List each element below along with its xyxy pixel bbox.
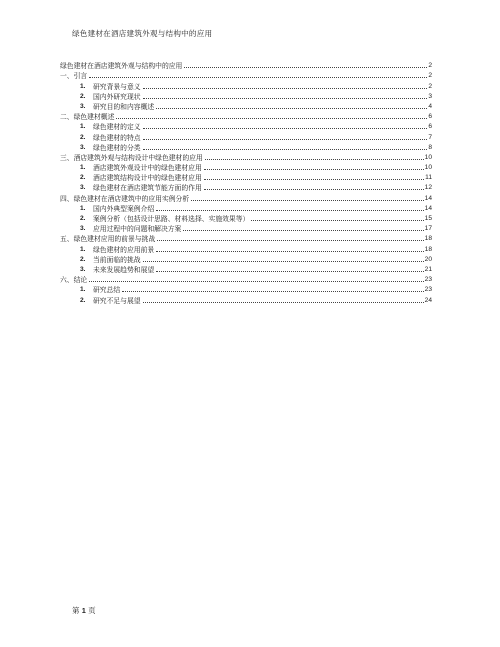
toc-entry[interactable] — [60, 131, 432, 141]
toc-entry-page: 20 — [424, 255, 432, 263]
toc-entry-title: 绿色建材的分类 — [93, 143, 141, 152]
toc-dot-leader — [156, 270, 423, 272]
toc-entry-number: 3. — [80, 143, 86, 151]
toc-entry-page: 6 — [428, 123, 432, 131]
toc-entry-title: 案例分析（包括设计思路、材料选择、实施效果等） — [93, 215, 250, 223]
toc-entry-title: 五、绿色建材应用的前景与挑战 — [60, 235, 156, 244]
toc-entry[interactable] — [60, 243, 432, 253]
toc-entry-title: 绿色建材的定义 — [93, 123, 141, 132]
toc-entry[interactable] — [60, 223, 432, 233]
toc-entry-number: 2. — [80, 92, 86, 100]
toc-entry-number: 3. — [80, 184, 86, 192]
toc-dot-leader — [143, 301, 424, 303]
toc-entry[interactable] — [60, 274, 432, 284]
toc-entry[interactable] — [60, 142, 432, 152]
toc-entry-page: 17 — [424, 225, 432, 233]
toc-entry-number: 3. — [80, 265, 86, 273]
toc-entry-title: 绿色建材的应用前景 — [93, 245, 155, 254]
toc-entry-title: 当前面临的挑战 — [93, 255, 141, 264]
toc-entry-title: 一、引言 — [60, 72, 88, 81]
page-footer — [72, 605, 96, 616]
footer-prefix: 第 — [72, 606, 80, 615]
toc-dot-leader — [143, 148, 428, 150]
toc-entry-page: 10 — [424, 164, 432, 172]
toc-entry-page: 14 — [424, 194, 432, 202]
toc-entry-title: 绿色建材的特点 — [93, 133, 141, 142]
toc-entry[interactable] — [60, 152, 432, 162]
toc-entry-title: 未来发展趋势和展望 — [93, 265, 155, 274]
toc-entry[interactable] — [60, 264, 432, 274]
toc-entry-title: 三、酒店建筑外观与结构设计中绿色建材的应用 — [60, 153, 203, 162]
toc-dot-leader — [143, 260, 424, 262]
toc-entry-page: 23 — [424, 286, 432, 294]
toc-entry-page: 7 — [428, 133, 432, 141]
toc-entry[interactable] — [60, 294, 432, 304]
toc-dot-leader — [89, 76, 427, 78]
toc-entry-title: 酒店建筑结构设计中的绿色建材应用 — [93, 174, 202, 183]
toc-entry-page: 14 — [424, 204, 432, 212]
toc-entry-page: 18 — [424, 235, 432, 243]
toc-entry-number: 2. — [80, 133, 86, 141]
toc-dot-leader — [157, 239, 424, 241]
toc-entry-number: 1. — [80, 286, 86, 294]
toc-entry-number: 1. — [80, 164, 86, 172]
toc-entry-number: 1. — [80, 82, 86, 90]
toc-entry-page: 4 — [428, 102, 432, 110]
toc-entry-page: 12 — [424, 184, 432, 192]
toc-entry-page: 10 — [424, 153, 432, 161]
table-of-contents — [60, 60, 432, 305]
toc-dot-leader — [143, 138, 428, 140]
toc-entry-page: 6 — [428, 113, 432, 121]
toc-dot-leader — [204, 178, 424, 180]
toc-entry[interactable] — [60, 213, 432, 223]
toc-entry-title: 酒店建筑外观设计中的绿色建材应用 — [93, 164, 202, 173]
toc-dot-leader — [143, 87, 428, 89]
toc-entry-title: 二、绿色建材概述 — [60, 113, 115, 122]
toc-entry-title: 国内外典型案例介绍 — [93, 204, 155, 213]
toc-dot-leader — [89, 280, 423, 282]
toc-entry-page: 21 — [424, 265, 432, 273]
toc-entry[interactable] — [60, 254, 432, 264]
toc-entry[interactable] — [60, 233, 432, 243]
toc-entry-title: 六、结论 — [60, 276, 88, 285]
page-number: 1 — [81, 606, 86, 615]
toc-entry-title: 绿色建材在酒店建筑节能方面的作用 — [93, 184, 202, 193]
toc-entry-title: 研究不足与展望 — [93, 296, 141, 305]
toc-entry[interactable] — [60, 60, 432, 70]
toc-entry-title: 应用过程中的问题和解决方案 — [93, 225, 182, 234]
toc-entry-page: 3 — [428, 92, 432, 100]
toc-entry-page: 23 — [424, 276, 432, 284]
toc-entry-number: 2. — [80, 296, 86, 304]
toc-entry[interactable] — [60, 203, 432, 213]
toc-entry-title: 研究背景与意义 — [93, 82, 141, 91]
toc-entry[interactable] — [60, 284, 432, 294]
toc-dot-leader — [204, 168, 424, 170]
toc-entry-page: 8 — [428, 143, 432, 151]
toc-entry[interactable] — [60, 70, 432, 80]
toc-dot-leader — [143, 97, 428, 99]
toc-dot-leader — [251, 219, 423, 221]
toc-entry-page: 18 — [424, 245, 432, 253]
toc-entry-number: 3. — [80, 102, 86, 110]
toc-dot-leader — [156, 250, 423, 252]
toc-entry-title: 研究总结 — [93, 286, 121, 295]
toc-entry[interactable] — [60, 192, 432, 202]
toc-entry[interactable] — [60, 162, 432, 172]
toc-dot-leader — [122, 290, 423, 292]
toc-entry-page: 2 — [428, 62, 432, 70]
toc-entry[interactable] — [60, 101, 432, 111]
footer-suffix: 页 — [88, 606, 96, 615]
toc-dot-leader — [156, 107, 427, 109]
toc-entry-title: 研究目的和内容概述 — [93, 102, 155, 111]
toc-entry-page: 2 — [428, 72, 432, 80]
toc-dot-leader — [205, 158, 424, 160]
toc-entry-number: 3. — [80, 225, 86, 233]
toc-entry-number: 2. — [80, 174, 86, 182]
toc-entry-page: 24 — [424, 296, 432, 304]
toc-entry[interactable] — [60, 111, 432, 121]
toc-dot-leader — [156, 209, 423, 211]
toc-entry-number: 2. — [80, 215, 86, 222]
toc-entry-number: 1. — [80, 123, 86, 131]
toc-entry-page: 2 — [428, 82, 432, 90]
toc-entry[interactable] — [60, 91, 432, 101]
toc-dot-leader — [183, 229, 423, 231]
toc-dot-leader — [116, 117, 427, 119]
toc-entry-number: 1. — [80, 245, 86, 253]
toc-entry[interactable] — [60, 80, 432, 90]
toc-dot-leader — [143, 127, 428, 129]
toc-entry-page: 15 — [424, 215, 432, 222]
toc-dot-leader — [191, 199, 424, 201]
toc-entry-title: 四、绿色建材在酒店建筑中的应用实例分析 — [60, 194, 190, 203]
page-header: 绿色建材在酒店建筑外观与结构中的应用 — [72, 29, 213, 38]
toc-entry[interactable] — [60, 172, 432, 182]
toc-entry-page: 11 — [425, 174, 432, 182]
toc-dot-leader — [204, 188, 424, 190]
toc-dot-leader — [184, 66, 427, 68]
toc-entry-title: 国内外研究现状 — [93, 92, 141, 101]
toc-entry-title: 绿色建材在酒店建筑外观与结构中的应用 — [60, 62, 183, 71]
toc-entry-number: 2. — [80, 255, 86, 263]
toc-entry[interactable] — [60, 182, 432, 192]
toc-entry[interactable] — [60, 121, 432, 131]
toc-entry-number: 1. — [80, 204, 86, 212]
